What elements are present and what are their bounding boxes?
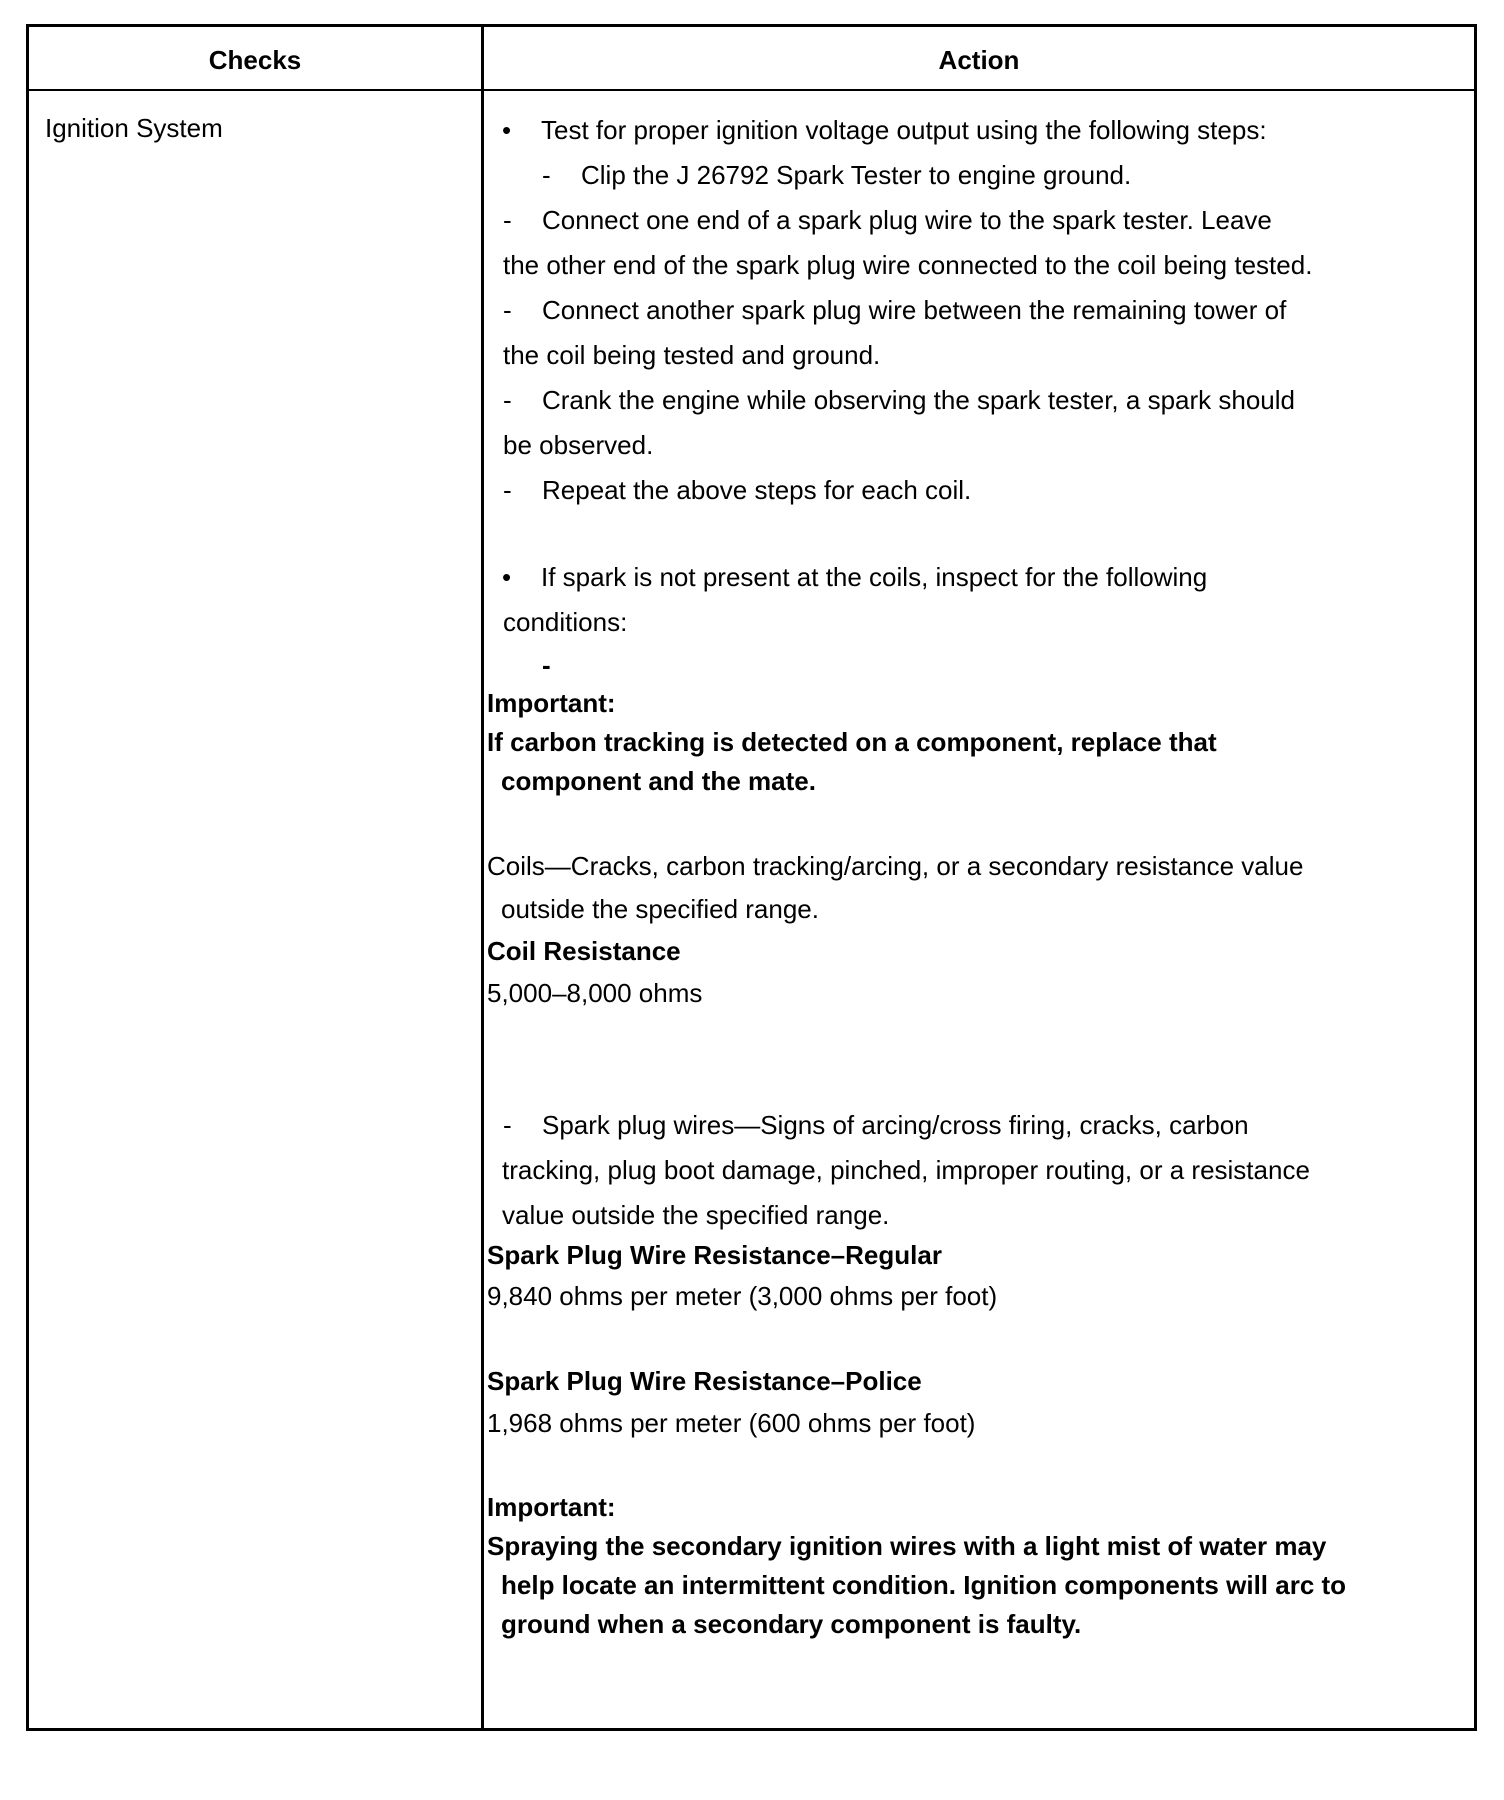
header-checks: Checks (208, 45, 302, 75)
column-divider (481, 27, 484, 1728)
bullet: • (502, 115, 512, 145)
dash: - (503, 475, 512, 505)
step2-line2: conditions: (503, 607, 628, 637)
dash: - (503, 1110, 512, 1140)
substep-4-line2: be observed. (503, 430, 654, 460)
substep-3-line1: Connect another spark plug wire between the remaining tower of (542, 295, 1287, 325)
wire-regular-value: 9,840 ohms per meter (3,000 ohms per foot) (487, 1281, 998, 1311)
coil-resistance-value: 5,000–8,000 ohms (487, 978, 703, 1008)
substep-2-line2: the other end of the spark plug wire connected to the coil being tested. (503, 250, 1313, 280)
wire-police-label: Spark Plug Wire Resistance–Police (487, 1366, 922, 1396)
important2-line1: Spraying the secondary ignition wires with a light mist of water may (487, 1531, 1327, 1561)
substep-2-line1: Connect one end of a spark plug wire to the spark tester. Leave (542, 205, 1272, 235)
wire-regular-label: Spark Plug Wire Resistance–Regular (487, 1240, 942, 1270)
substep-3-line2: the coil being tested and ground. (503, 340, 881, 370)
diagnostic-table (26, 24, 1477, 1731)
header-divider (29, 89, 1474, 91)
wires-line2: tracking, plug boot damage, pinched, improper routing, or a resistance (502, 1155, 1310, 1185)
important-label: Important: (487, 688, 616, 718)
step2-line1: If spark is not present at the coils, inspect for the following (541, 562, 1208, 592)
important-label: Important: (487, 1492, 616, 1522)
check-ignition-system: Ignition System (45, 113, 223, 143)
substep-5: Repeat the above steps for each coil. (542, 475, 972, 505)
coil-resistance-label: Coil Resistance (487, 936, 681, 966)
wire-police-value: 1,968 ohms per meter (600 ohms per foot) (487, 1408, 976, 1438)
dash: - (503, 295, 512, 325)
important2-line3: ground when a secondary component is faulty. (501, 1609, 1082, 1639)
substep-4-line1: Crank the engine while observing the spark tester, a spark should (542, 385, 1295, 415)
wires-line1: Spark plug wires—Signs of arcing/cross firing, cracks, carbon (542, 1110, 1249, 1140)
important1-line1: If carbon tracking is detected on a component, replace that (487, 727, 1217, 757)
important1-line2: component and the mate. (501, 766, 816, 796)
coils-line2: outside the specified range. (501, 894, 819, 924)
dash: - (542, 650, 551, 680)
substep-1: Clip the J 26792 Spark Tester to engine ground. (581, 160, 1132, 190)
coils-line1: Coils—Cracks, carbon tracking/arcing, or a secondary resistance value (487, 851, 1304, 881)
header-action: Action (938, 45, 1020, 75)
dash: - (542, 160, 551, 190)
dash: - (503, 385, 512, 415)
bullet: • (502, 562, 512, 592)
important2-line2: help locate an intermittent condition. Ignition components will arc to (501, 1570, 1347, 1600)
step1-text: Test for proper ignition voltage output using the following steps: (541, 115, 1267, 145)
wires-line3: value outside the specified range. (502, 1200, 890, 1230)
dash: - (503, 205, 512, 235)
